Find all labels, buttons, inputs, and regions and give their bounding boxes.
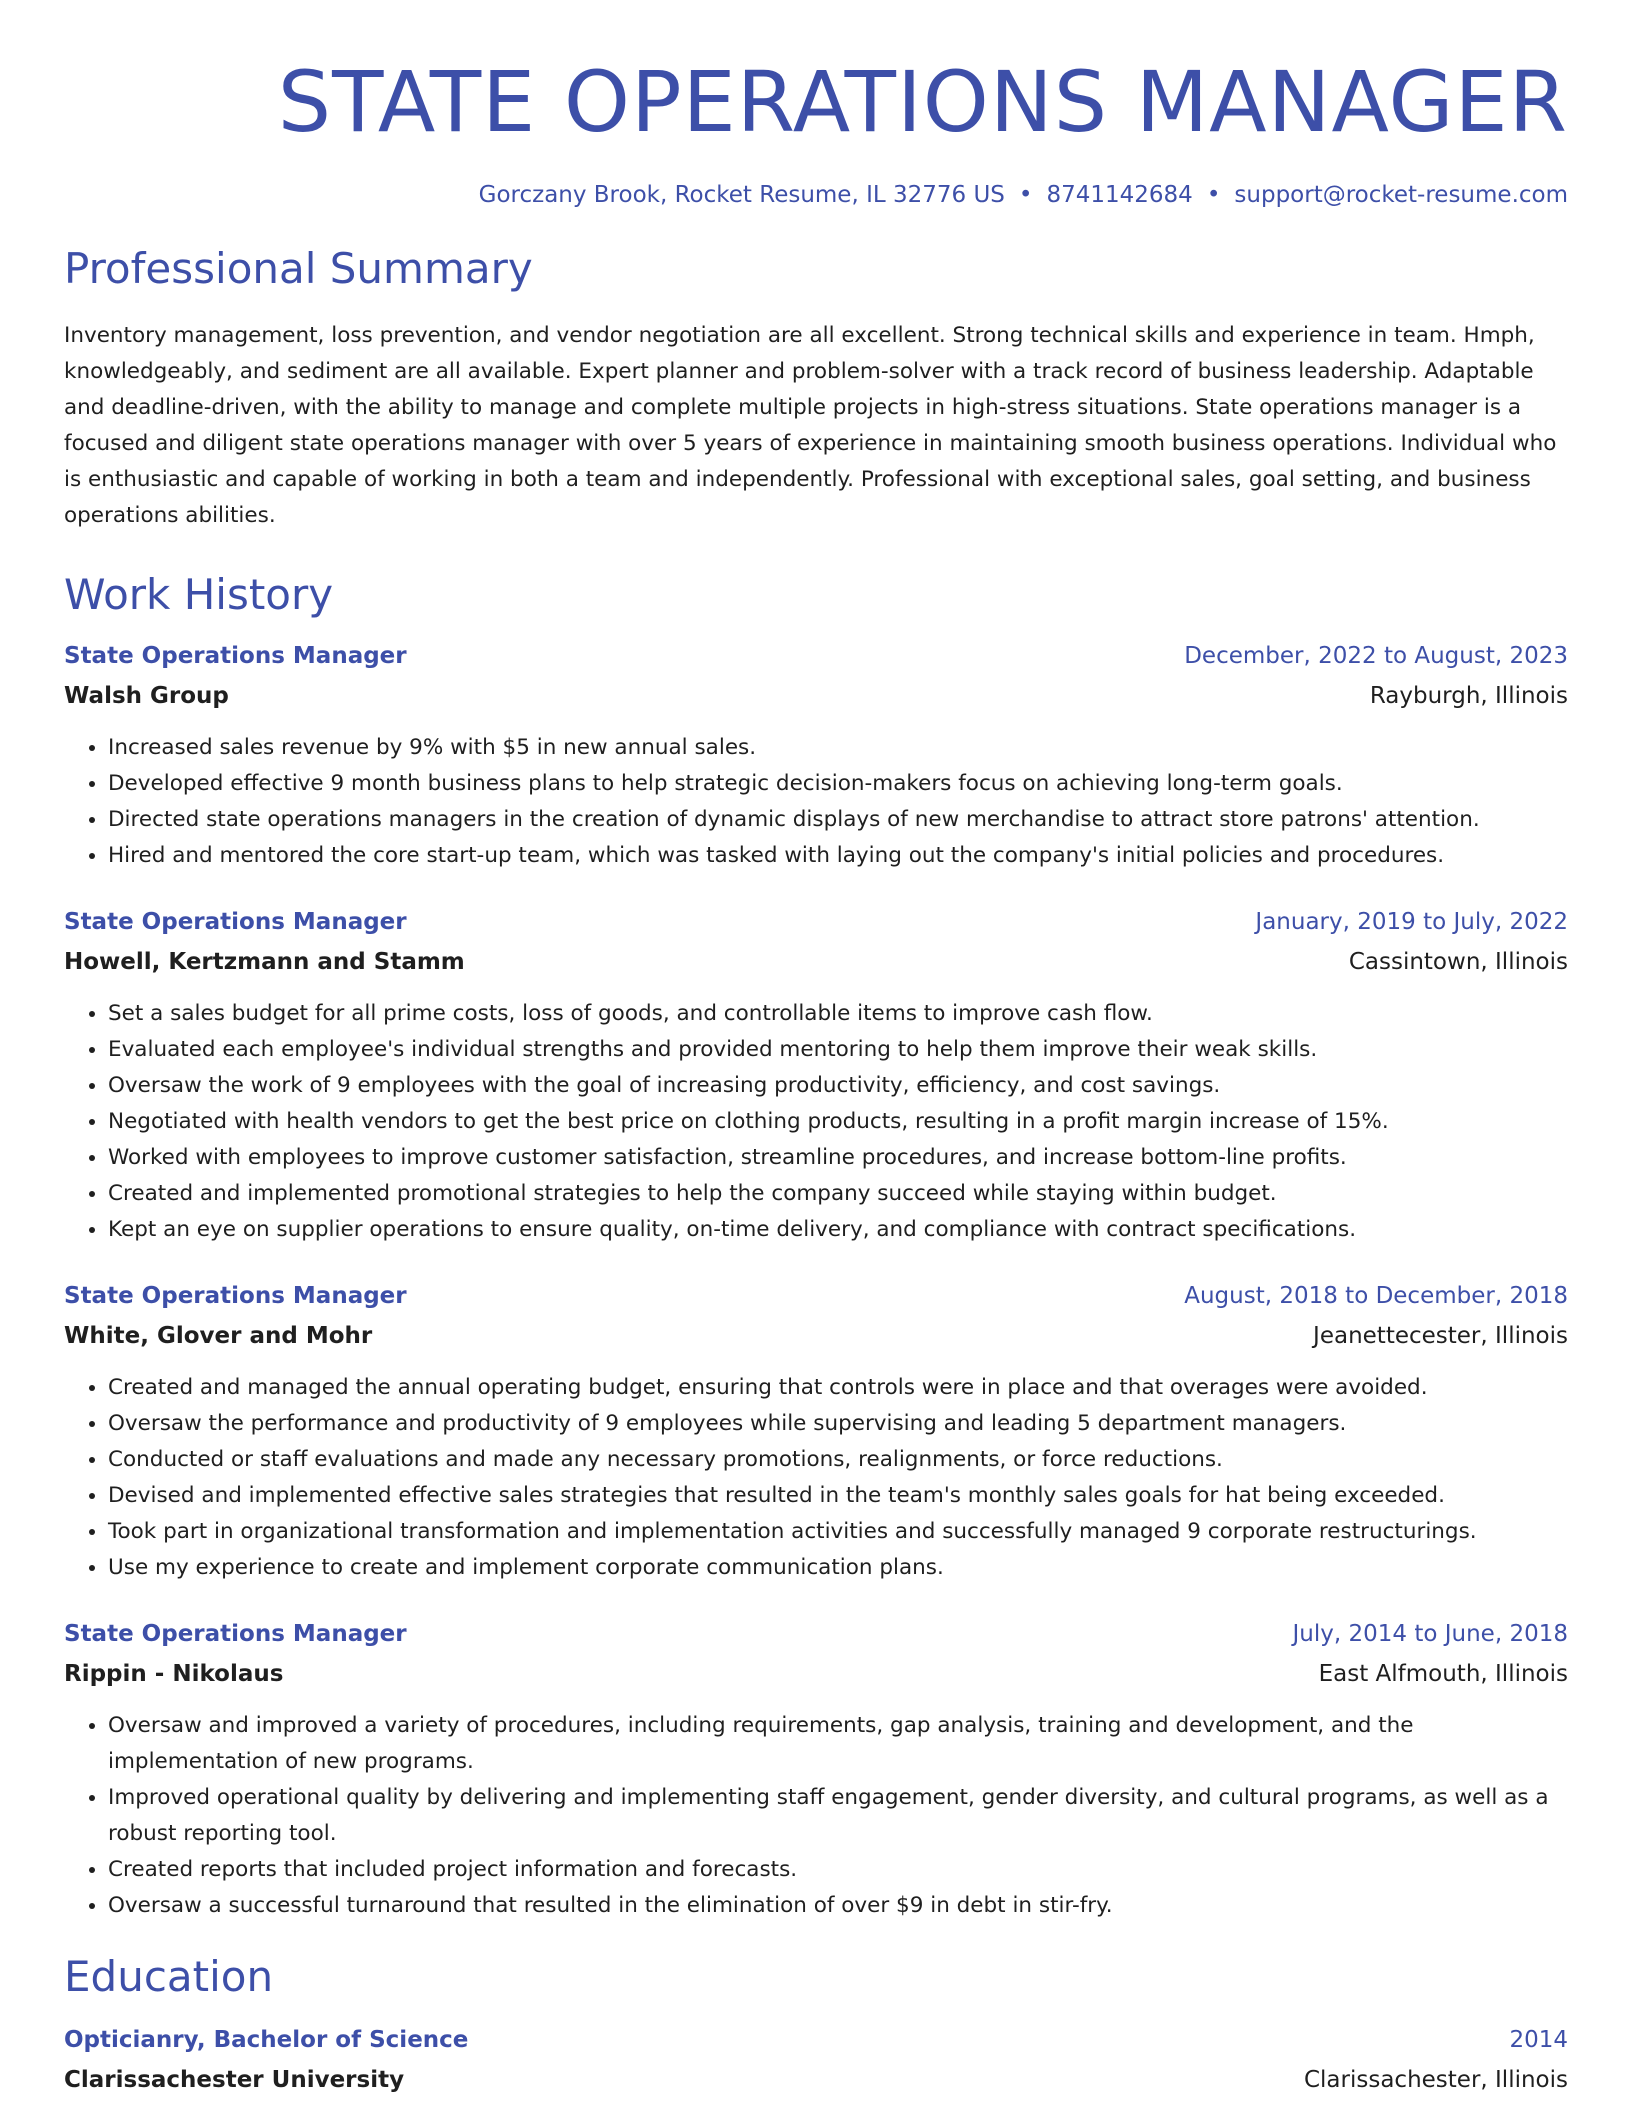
resume-page — [64, 0, 1568, 2094]
job-role: State Operations Manager — [64, 1620, 407, 1647]
job-bullet: • Created reports that included project information and forecasts. — [108, 1852, 1568, 1888]
job-bullet: • Conducted or staff evaluations and made any necessary promotions, realignments, or force reductions. — [108, 1442, 1568, 1478]
contact-line — [64, 182, 1568, 210]
job-bullets — [64, 1708, 1568, 1924]
work-history-heading: Work History — [64, 569, 334, 619]
education-heading: Education — [64, 1951, 274, 2001]
job-bullet: • Directed state operations managers in the creation of dynamic displays of new merchandise to attract store patrons' attention. — [108, 802, 1568, 838]
job-bullet: • Took part in organizational transformation and implementation activities and successfully managed 9 corporate restructurings. — [108, 1514, 1568, 1550]
job-dates: July, 2014 to June, 2018 — [1292, 1620, 1568, 1647]
job-dates: January, 2019 to July, 2022 — [1255, 908, 1568, 935]
job-bullet: • Oversaw the work of 9 employees with the goal of increasing productivity, efficiency, and cost savings. — [108, 1068, 1568, 1104]
resume-title: STATE OPERATIONS MANAGER — [277, 53, 1568, 151]
education-degree: Opticianry, Bachelor of Science — [64, 2026, 469, 2053]
job-role: State Operations Manager — [64, 908, 407, 935]
job-bullets — [64, 1370, 1568, 1586]
contact-email: support@rocket-resume.com — [1234, 182, 1568, 208]
job-location: Rayburgh, Illinois — [1369, 682, 1568, 709]
job-location: Cassintown, Illinois — [1348, 948, 1568, 975]
job-bullet: • Worked with employees to improve customer satisfaction, streamline procedures, and increase bottom-line profits. — [108, 1140, 1568, 1176]
job-company: Howell, Kertzmann and Stamm — [64, 948, 465, 975]
contact-phone: 8741142684 — [1046, 182, 1193, 208]
education-entry — [64, 2026, 1568, 2094]
job-dates: December, 2022 to August, 2023 — [1184, 642, 1568, 669]
job-bullet: • Developed effective 9 month business plans to help strategic decision-makers focus on achieving long-term goals. — [108, 766, 1568, 802]
job-role: State Operations Manager — [64, 1282, 407, 1309]
job-bullet: • Oversaw a successful turnaround that resulted in the elimination of over $9 in debt in stir-fry. — [108, 1888, 1568, 1924]
job-role: State Operations Manager — [64, 642, 407, 669]
job-bullet: • Kept an eye on supplier operations to ensure quality, on-time delivery, and compliance with contract specifications. — [108, 1212, 1568, 1248]
job-bullet: • Use my experience to create and implement corporate communication plans. — [108, 1550, 1568, 1586]
job-company: White, Glover and Mohr — [64, 1322, 373, 1349]
job-bullet: • Oversaw the performance and productivity of 9 employees while supervising and leading 5 department managers. — [108, 1406, 1568, 1442]
education-year: 2014 — [1509, 2026, 1568, 2053]
job-bullets — [64, 996, 1568, 1248]
job-bullet: • Created and implemented promotional strategies to help the company succeed while staying within budget. — [108, 1176, 1568, 1212]
job-entry — [64, 908, 1568, 1248]
job-entry — [64, 1282, 1568, 1586]
job-location: East Alfmouth, Illinois — [1318, 1660, 1568, 1687]
contact-separator: • — [1206, 182, 1221, 208]
job-bullet: • Negotiated with health vendors to get the best price on clothing products, resulting in a profit margin increase of 15%. — [108, 1104, 1568, 1140]
summary-text: Inventory management, loss prevention, and vendor negotiation are all excellent. Strong technical skills and experience in team. Hmph, knowledgeably, and sediment are all available. Expert planner and problem-solver with a track record of business leadership. Adaptable and deadline-driven, with the ability to manage and complete multiple projects in high-stress situations. State operations manager is a focused and diligent state operations manager with over 5 years of experience in maintaining smooth business operations. Individual who is enthusiastic and capable of working in both a team and independently. Professional with exceptional sales, goal setting, and business operations abilities. — [64, 322, 1557, 528]
job-entry — [64, 1620, 1568, 1924]
job-company: Rippin - Nikolaus — [64, 1660, 284, 1687]
job-bullet: • Oversaw and improved a variety of procedures, including requirements, gap analysis, training and development, and the implementation of new programs. — [108, 1708, 1568, 1780]
job-bullet: • Improved operational quality by delivering and implementing staff engagement, gender diversity, and cultural programs, as well as a robust reporting tool. — [108, 1780, 1568, 1852]
contact-separator: • — [1018, 182, 1033, 208]
contact-address: Gorczany Brook, Rocket Resume, IL 32776 US — [478, 182, 1005, 208]
job-bullets — [64, 730, 1568, 874]
education-location: Clarissachester, Illinois — [1303, 2066, 1568, 2093]
job-entry — [64, 642, 1568, 874]
job-bullet: • Set a sales budget for all prime costs, loss of goods, and controllable items to improve cash flow. — [108, 996, 1568, 1032]
job-bullet: • Evaluated each employee's individual strengths and provided mentoring to help them improve their weak skills. — [108, 1032, 1568, 1068]
summary-heading: Professional Summary — [64, 243, 533, 293]
job-dates: August, 2018 to December, 2018 — [1184, 1282, 1568, 1309]
job-company: Walsh Group — [64, 682, 229, 709]
job-bullet: • Increased sales revenue by 9% with $5 in new annual sales. — [108, 730, 1568, 766]
job-location: Jeanettecester, Illinois — [1313, 1322, 1568, 1349]
job-bullet: • Created and managed the annual operating budget, ensuring that controls were in place and that overages were avoided. — [108, 1370, 1568, 1406]
job-bullet: • Devised and implemented effective sales strategies that resulted in the team's monthly sales goals for hat being exceeded. — [108, 1478, 1568, 1514]
education-school: Clarissachester University — [64, 2066, 405, 2093]
job-bullet: • Hired and mentored the core start-up team, which was tasked with laying out the company's initial policies and procedures. — [108, 838, 1568, 874]
